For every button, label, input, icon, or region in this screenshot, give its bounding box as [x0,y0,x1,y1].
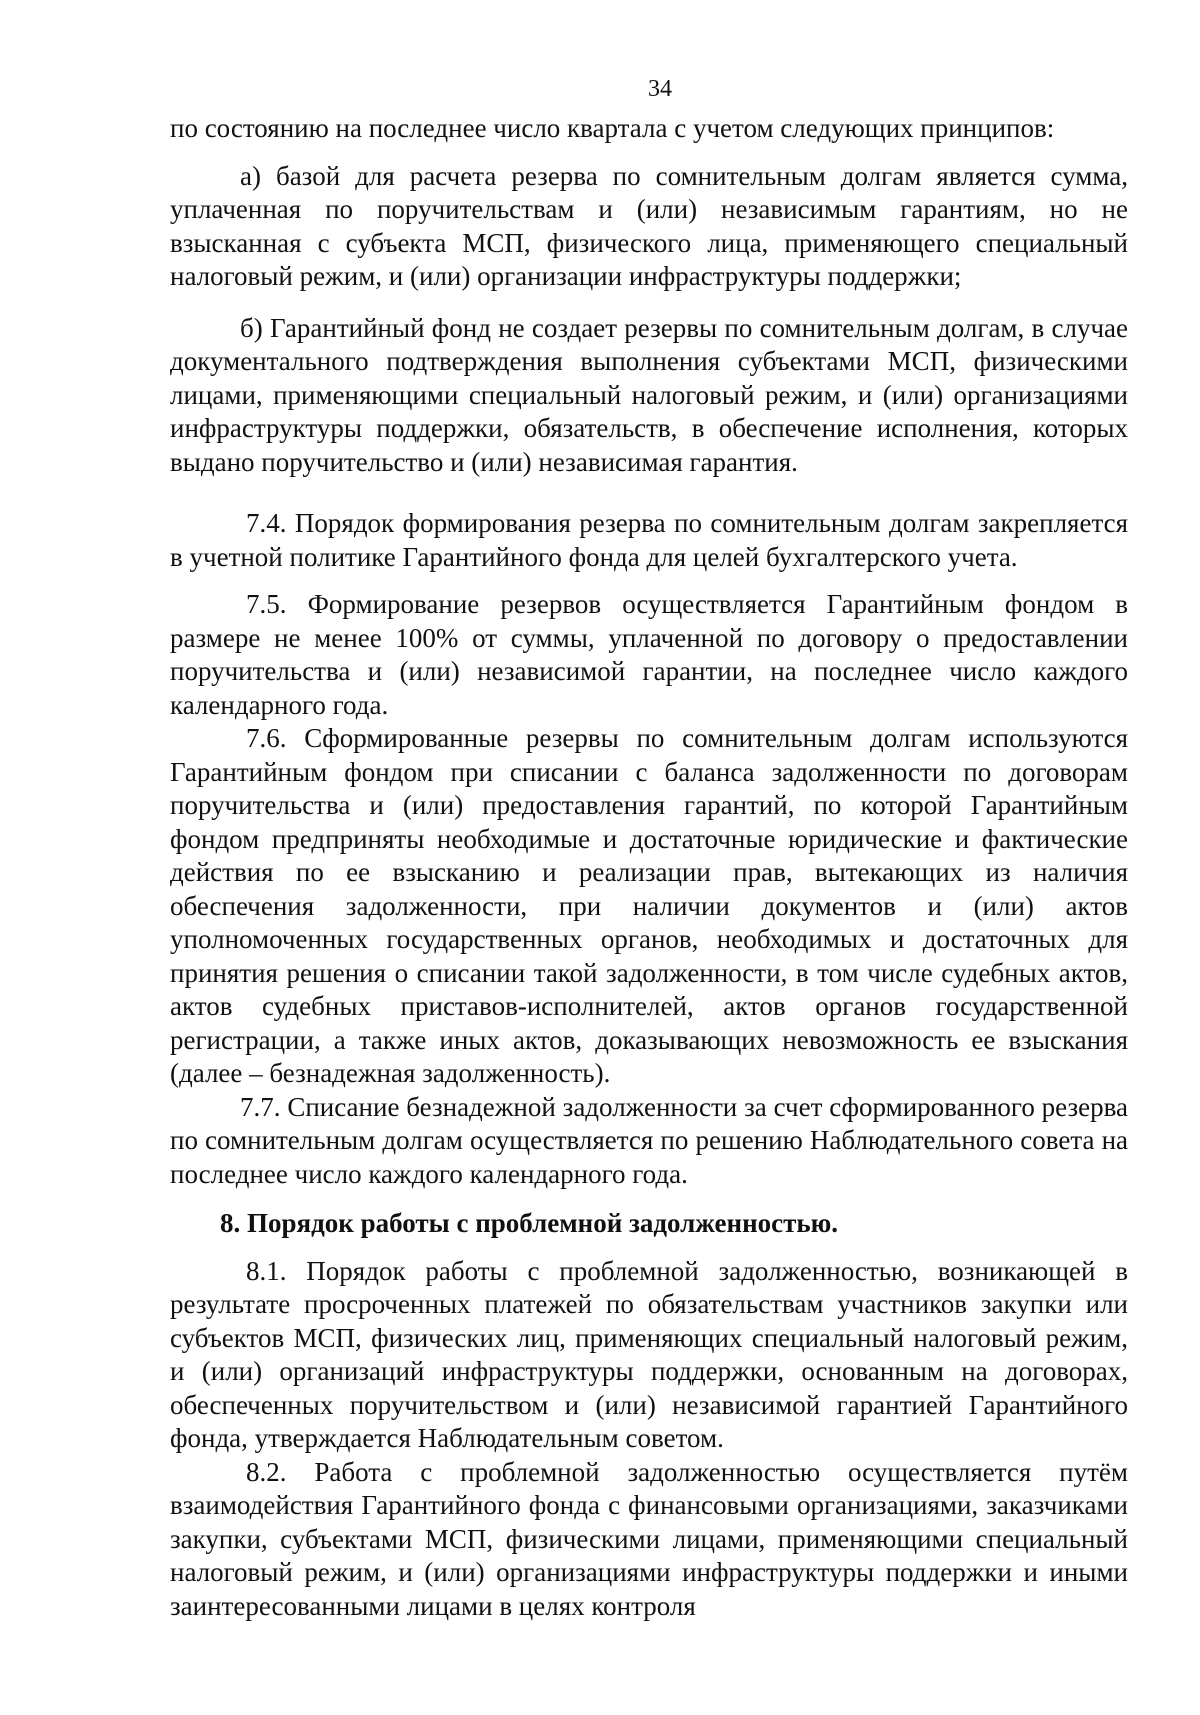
paragraph-7-5: 7.5. Формирование резервов осуществляется Гарантийным фондом в размере не менее 100% от суммы, уплаченной по договору о предоставлении поручительства и (или) независимой гарантии, на последнее число каждого календарного года. [170,589,1128,720]
paragraph-8-1: 8.1. Порядок работы с проблемной задолженностью, возникающей в результате просроченных платежей по обязательствам участников закупки или субъектов МСП, физических лиц, применяющих специальный налоговый режим, и (или) организаций инфраструктуры поддержки, основанным на договорах, обеспеченных поручительством и (или) независимой гарантией Гарантийного фонда, утверждается Наблюдательным советом. [170,1255,1128,1453]
paragraph-7-7: 7.7. Списание безнадежной задолженности за счет сформированного резерва по сомнительным долгам осуществляется по решению Наблюдательного совета на последнее число каждого календарного года. [170,1091,1128,1189]
section-heading-8: 8. Порядок работы с проблемной задолженностью. [220,1208,839,1238]
paragraph-7-4: 7.4. Порядок формирования резерва по сомнительным долгам закрепляется в учетной политике Гарантийного фонда для целей бухгалтерского учета. [170,508,1128,572]
paragraph-item-a: а) базой для расчета резерва по сомнительным долгам является сумма, уплаченная по поручительствам и (или) независимым гарантиям, но не взысканная с субъекта МСП, физического лица, применяющего специальный налоговый режим, и (или) организации инфраструктуры поддержки; [170,160,1128,291]
paragraph-8-2: 8.2. Работа с проблемной задолженностью осуществляется путём взаимодействия Гарантийного фонда с финансовыми организациями, заказчиками закупки, субъектами МСП, физическими лицами, применяющими специальный налоговый режим, и (или) организациями инфраструктуры поддержки и иными заинтересованными лицами в целях контроля [170,1456,1128,1621]
page-number: 34 [648,76,672,102]
document-body [170,112,1128,1623]
paragraph-item-b: б) Гарантийный фонд не создает резервы по сомнительным долгам, в случае документального подтверждения выполнения субъектами МСП, физическими лицами, применяющими специальный налоговый режим, и (или) организациями инфраструктуры поддержки, обязательств, в обеспечение исполнения, которых выдано поручительство и (или) независимая гарантия. [170,312,1128,477]
paragraph-intro: по состоянию на последнее число квартала с учетом следующих принципов: [170,113,1055,143]
paragraph-7-6: 7.6. Сформированные резервы по сомнительным долгам используются Гарантийным фондом при списании с баланса задолженности по договорам поручительства и (или) предоставления гарантий, по которой Гарантийным фондом предприняты необходимые и достаточные юридические и фактические действия по ее взысканию и реализации прав, вытекающих из наличия обеспечения задолженности, при наличии документов и (или) актов уполномоченных государственных органов, необходимых и достаточных для принятия решения о списании такой задолженности, в том числе судебных актов, актов судебных приставов-исполнителей, актов органов государственной регистрации, а также иных актов, доказывающих невозможность ее взыскания (далее – безнадежная задолженность). [170,723,1128,1088]
